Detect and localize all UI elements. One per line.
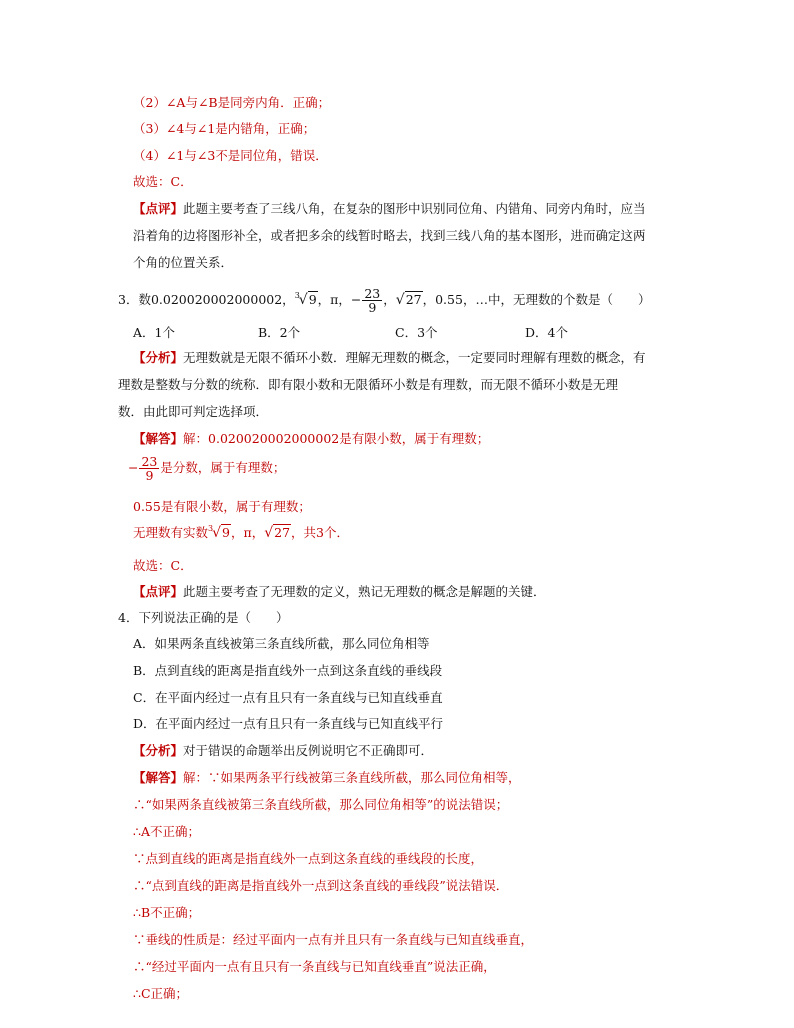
q2-comment-line-2: 沿着角的边将图形补全，或者把多余的线暂时略去，找到三线八角的基本图形，进而确定这两: [133, 228, 646, 243]
q4-answer-line-2: ∴“如果两条直线被第三条直线所截，那么同位角相等”的说法错误；: [133, 797, 509, 812]
comment-tag: 【点评】: [133, 584, 184, 599]
q2-choice: 故选：C．: [133, 174, 193, 189]
q4-analysis-text: 对于错误的命题举出反例说明它不正确即可．: [183, 743, 434, 758]
solution-line-4: （4）∠1与∠3不是同位角，错误．: [133, 148, 328, 163]
q3-choice: 故选：C．: [133, 558, 193, 573]
q3-sep1: ，π，−: [317, 292, 362, 307]
q3-answer-line-2: − $\frac{23}{9}$ 是分数，属于有理数；: [128, 454, 286, 483]
q2-comment-text-1: 此题主要考查了三线八角，在复杂的图形中识别同位角、内错角、同旁内角时，应当: [183, 201, 646, 216]
q4-answer-line-4: ∵点到直线的距离是指直线外一点到这条直线的垂线段的长度，: [133, 851, 484, 866]
sqrt-27: √27: [395, 292, 422, 308]
q3-analysis-line-3: 数．由此即可判定选择项．: [118, 404, 269, 419]
answer-tag: 【解答】: [133, 431, 184, 446]
q4-answer-text-1: 解：∵如果两条平行线被第三条直线所截，那么同位角相等，: [183, 770, 521, 785]
q3-option-a: A．1个: [133, 325, 175, 340]
q3-option-b: B．2个: [258, 325, 301, 340]
q2-comment-line-1: [133, 201, 646, 217]
q4-option-d: D．在平面内经过一点有且只有一条直线与已知直线平行: [133, 716, 444, 731]
answer-tag: 【解答】: [133, 770, 184, 785]
q4-answer-line-8: ∴“经过平面内一点有且只有一条直线与已知直线垂直”说法正确，: [133, 959, 496, 974]
q3-analysis-line-2: 理数是整数与分数的统称．即有限小数和无限循环小数是有理数，而无限不循环小数是无理: [118, 377, 619, 392]
q3-answer-line-3: 0.55是有限小数，属于有理数；: [133, 499, 311, 514]
q3-answer-text-1: 解：0.020020002000002是有限小数，属于有理数；: [183, 431, 490, 446]
q4-answer-line-6: ∴B不正确；: [133, 905, 201, 920]
q4-analysis: [133, 743, 433, 759]
q4-option-b: B．点到直线的距离是指直线外一点到这条直线的垂线段: [133, 663, 443, 678]
q4-option-c: C．在平面内经过一点有且只有一条直线与已知直线垂直: [133, 690, 443, 705]
q3-option-d: D．4个: [525, 325, 568, 340]
q3-suffix: ，0.55，…中，无理数的个数是（ ）: [422, 292, 651, 307]
q4-answer-line-7: ∵垂线的性质是：经过平面内一点有并且只有一条直线与已知直线垂直，: [133, 932, 534, 947]
q3-analysis-text-1: 无理数就是无限不循环小数．理解无理数的概念，一定要同时理解有理数的概念，有: [183, 350, 646, 365]
q3-answer-line-1: [133, 431, 489, 447]
q3-answer-line-4: 无理数有实数$^3$√9，π，√27，共3个．: [133, 524, 349, 541]
fraction-23-9: $\frac{23}{9}$: [364, 286, 381, 315]
analysis-tag: 【分析】: [133, 350, 184, 365]
sqrt-27: √27: [264, 525, 291, 541]
question-4: 4．下列说法正确的是（ ）: [118, 610, 289, 625]
comment-tag: 【点评】: [133, 201, 184, 216]
q3-comment: [133, 584, 546, 600]
q4-answer-line-5: ∴“点到直线的距离是指直线外一点到这条直线的垂线段”说法错误．: [133, 878, 509, 893]
q4-answer-line-3: ∴A不正确；: [133, 824, 200, 839]
analysis-tag: 【分析】: [133, 743, 184, 758]
q4-option-a: A．如果两条直线被第三条直线所截，那么同位角相等: [133, 636, 430, 651]
q3-prefix: 3．数0.020020002000002，: [118, 292, 295, 307]
question-3: [118, 287, 650, 314]
q3-comment-text: 此题主要考查了无理数的定义，熟记无理数的概念是解题的关键．: [183, 584, 546, 599]
q4-answer-line-1: [133, 770, 521, 786]
cube-root-9: $^3$√9: [208, 524, 230, 541]
q4-answer-line-9: ∴C正确；: [133, 986, 189, 1001]
cube-root-9: $^3$√9: [294, 291, 317, 308]
q2-comment-line-3: 个角的位置关系．: [133, 255, 234, 270]
q3-option-c: C．3个: [395, 325, 438, 340]
solution-line-3: （3）∠4与∠1是内错角，正确；: [133, 121, 316, 136]
q3-analysis-line-1: [133, 350, 646, 366]
solution-line-2: （2）∠A与∠B是同旁内角．正确；: [133, 95, 331, 110]
fraction-23-9: $\frac{23}{9}$: [141, 454, 158, 483]
q3-sep2: ，: [383, 292, 396, 307]
